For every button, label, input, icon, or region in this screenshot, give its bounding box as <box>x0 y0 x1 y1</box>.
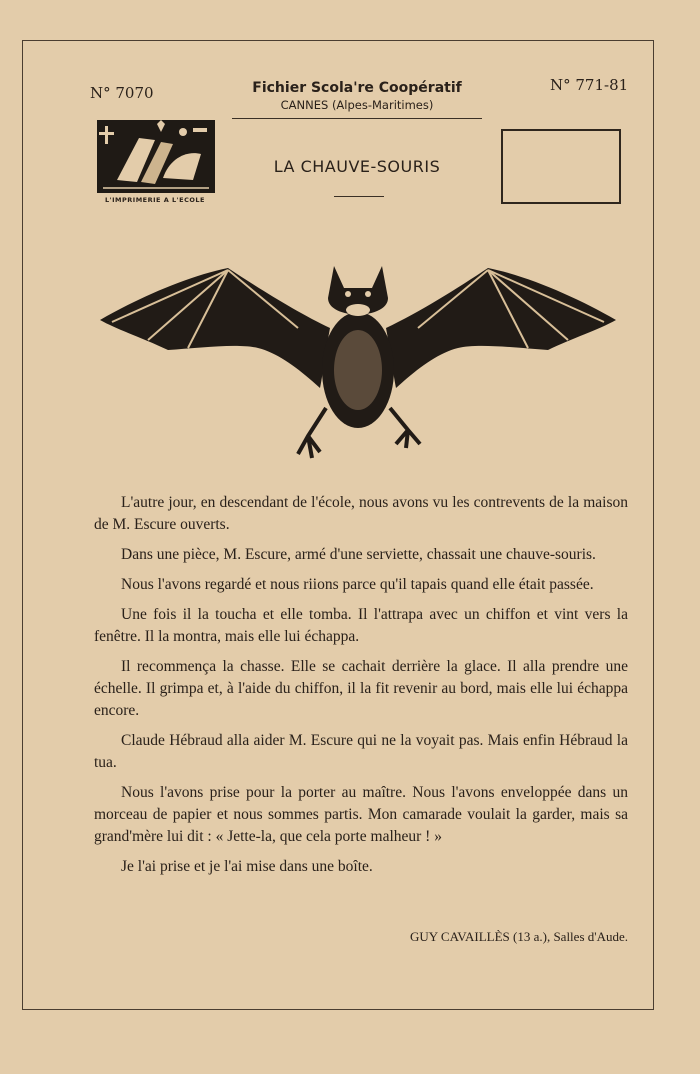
page-title: LA CHAUVE-SOURIS <box>273 157 441 176</box>
paragraph: Je l'ai prise et je l'ai mise dans une boîte. <box>121 858 373 875</box>
paragraph: Claude Hébraud alla aider M. Escure qui ne la voyait pas. Mais enfin Hébraud la tua. <box>94 732 628 771</box>
title-underline <box>334 196 384 197</box>
publisher-title: Fichier Scola're Coopératif <box>252 80 462 96</box>
card-number-right: N° 771-81 <box>550 76 629 94</box>
card-number-left: N° 7070 <box>90 84 154 102</box>
logo-caption: L'IMPRIMERIE A L'ECOLE <box>105 196 205 204</box>
paragraph: Dans une pièce, M. Escure, armé d'une serviette, chassait une chauve-souris. <box>121 546 596 563</box>
bat-illustration <box>98 258 618 468</box>
header-divider <box>232 118 482 119</box>
empty-stamp-box <box>501 129 621 204</box>
printing-press-logo <box>97 120 215 193</box>
paragraph: Une fois il la toucha et elle tomba. Il l'attrapa avec un chiffon et vint vers la fenêtre. Il la montra, mais elle lui échappa. <box>94 606 628 645</box>
story-text <box>94 492 628 886</box>
author-signature: GUY CAVAILLÈS (13 a.), Salles d'Aude. <box>409 929 628 944</box>
paragraph: L'autre jour, en descendant de l'école, nous avons vu les contrevents de la maison de M. Escure ouverts. <box>94 494 628 533</box>
paragraph: Il recommença la chasse. Elle se cachait derrière la glace. Il alla prendre une échelle. Il grimpa et, à l'aide du chiffon, il la fit revenir au bord, mais elle lui échappa encore. <box>94 658 628 719</box>
publisher-location: CANNES (Alpes-Maritimes) <box>280 98 434 112</box>
paragraph: Nous l'avons prise pour la porter au maître. Nous l'avons enveloppée dans un morceau de papier et nous sommes partis. Mon camarade voulait la garder, mais sa grand'mère lui dit : « Jette-la, que cela porte malheur ! » <box>94 784 628 845</box>
paragraph: Nous l'avons regardé et nous riions parce qu'il tapais quand elle était passée. <box>121 576 594 593</box>
